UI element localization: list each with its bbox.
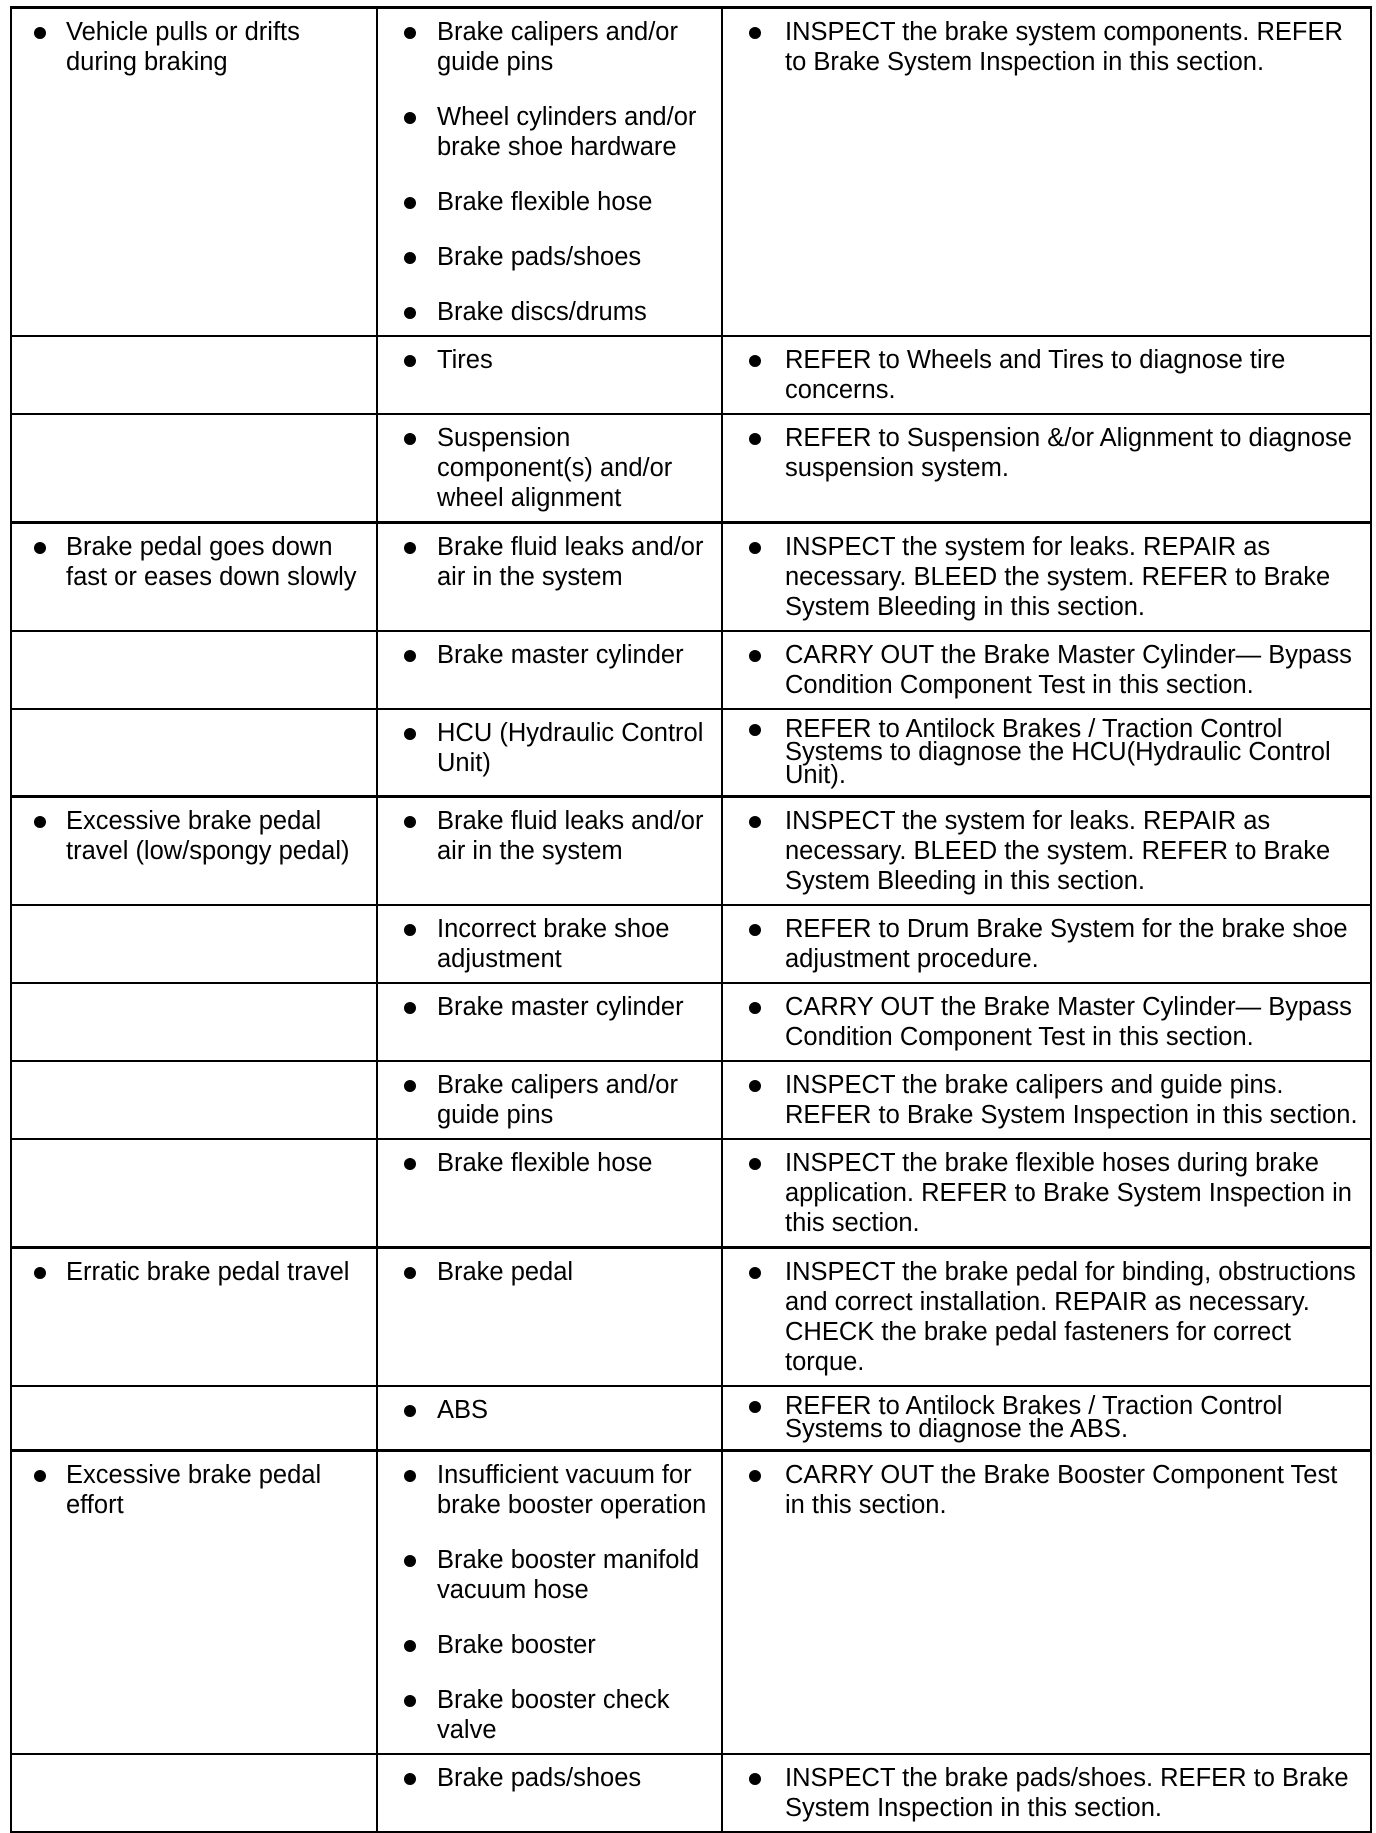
condition-cell bbox=[11, 523, 377, 632]
condition-cell bbox=[11, 1386, 377, 1451]
bullet-icon bbox=[749, 1158, 761, 1170]
possible-source-item-text: Brake flexible hose bbox=[437, 1149, 653, 1177]
possible-source-item bbox=[378, 1545, 713, 1605]
bullet-icon bbox=[404, 650, 416, 662]
bullet-icon bbox=[749, 816, 761, 828]
action-item bbox=[723, 914, 1362, 974]
possible-source-item bbox=[378, 1630, 713, 1660]
condition-item-text: Brake pedal goes down fast or eases down slowly bbox=[66, 533, 357, 591]
action-cell bbox=[722, 1061, 1371, 1139]
bullet-icon bbox=[749, 1267, 761, 1279]
possible-source-item-text: Brake booster bbox=[437, 1631, 596, 1659]
action-cell bbox=[722, 905, 1371, 983]
condition-cell bbox=[11, 1754, 377, 1832]
bullet-icon bbox=[404, 924, 416, 936]
action-cell bbox=[722, 983, 1371, 1061]
possible-source-cell bbox=[377, 983, 722, 1061]
table-row bbox=[11, 1061, 1371, 1139]
action-item bbox=[723, 1070, 1362, 1130]
bullet-icon bbox=[404, 728, 416, 740]
bullet-icon bbox=[749, 27, 761, 39]
bullet-icon bbox=[34, 542, 46, 554]
table-row bbox=[11, 983, 1371, 1061]
bullet-icon bbox=[34, 1470, 46, 1482]
bullet-icon bbox=[404, 355, 416, 367]
bullet-icon bbox=[34, 27, 46, 39]
action-item-text: CARRY OUT the Brake Master Cylinder— Bypass Condition Component Test in this section. bbox=[785, 641, 1352, 699]
condition-item-text: Excessive brake pedal travel (low/spongy pedal) bbox=[66, 807, 350, 865]
possible-source-item-text: Brake fluid leaks and/or air in the system bbox=[437, 807, 704, 865]
possible-source-item bbox=[378, 718, 713, 778]
possible-source-cell bbox=[377, 523, 722, 632]
condition-cell bbox=[11, 1061, 377, 1139]
action-item-text: CARRY OUT the Brake Booster Component Test in this section. bbox=[785, 1461, 1338, 1519]
action-item bbox=[723, 1257, 1362, 1377]
possible-source-cell bbox=[377, 414, 722, 523]
possible-source-item bbox=[378, 1070, 713, 1130]
bullet-icon bbox=[404, 1158, 416, 1170]
bullet-icon bbox=[404, 1470, 416, 1482]
possible-source-cell bbox=[377, 1061, 722, 1139]
action-cell bbox=[722, 1248, 1371, 1387]
condition-cell bbox=[11, 905, 377, 983]
possible-source-cell bbox=[377, 1451, 722, 1755]
bullet-icon bbox=[404, 542, 416, 554]
action-item-text: CARRY OUT the Brake Master Cylinder— Bypass Condition Component Test in this section. bbox=[785, 993, 1352, 1051]
bullet-icon bbox=[404, 1002, 416, 1014]
possible-source-item-text: Brake pads/shoes bbox=[437, 1764, 642, 1792]
bullet-icon bbox=[404, 307, 416, 319]
bullet-icon bbox=[404, 1695, 416, 1707]
possible-source-item-text: Incorrect brake shoe adjustment bbox=[437, 915, 670, 973]
action-cell bbox=[722, 523, 1371, 632]
possible-source-item-text: Brake master cylinder bbox=[437, 641, 684, 669]
bullet-icon bbox=[749, 1002, 761, 1014]
possible-source-item-text: Brake calipers and/or guide pins bbox=[437, 1071, 678, 1129]
bullet-icon bbox=[749, 924, 761, 936]
action-item bbox=[723, 1460, 1362, 1520]
symptom-chart-table bbox=[10, 6, 1372, 1833]
condition-item-text: Excessive brake pedal effort bbox=[66, 1461, 322, 1519]
bullet-icon bbox=[404, 1267, 416, 1279]
bullet-icon bbox=[749, 542, 761, 554]
table-row bbox=[11, 1451, 1371, 1755]
table-row bbox=[11, 523, 1371, 632]
bullet-icon bbox=[404, 1773, 416, 1785]
action-item bbox=[723, 992, 1362, 1052]
possible-source-item bbox=[378, 1685, 713, 1745]
possible-source-item-text: Brake calipers and/or guide pins bbox=[437, 18, 678, 76]
table-row bbox=[11, 1139, 1371, 1248]
bullet-icon bbox=[404, 1640, 416, 1652]
action-item-text: INSPECT the brake system components. REFER to Brake System Inspection in this section. bbox=[785, 18, 1343, 76]
action-item-text: INSPECT the system for leaks. REPAIR as necessary. BLEED the system. REFER to Brake System Bleeding in this section. bbox=[785, 533, 1331, 621]
bullet-icon bbox=[34, 816, 46, 828]
bullet-icon bbox=[404, 27, 416, 39]
action-cell bbox=[722, 797, 1371, 906]
bullet-icon bbox=[404, 433, 416, 445]
possible-source-item-text: Brake pedal bbox=[437, 1258, 574, 1286]
bullet-icon bbox=[404, 1555, 416, 1567]
condition-cell bbox=[11, 1139, 377, 1248]
action-cell bbox=[722, 631, 1371, 709]
action-item bbox=[723, 17, 1362, 77]
action-cell bbox=[722, 414, 1371, 523]
bullet-icon bbox=[404, 1405, 416, 1417]
table-row bbox=[11, 709, 1371, 797]
action-cell bbox=[722, 8, 1371, 337]
possible-source-cell bbox=[377, 1139, 722, 1248]
action-cell bbox=[722, 1754, 1371, 1832]
possible-source-item-text: Insufficient vacuum for brake booster operation bbox=[437, 1461, 707, 1519]
action-item bbox=[723, 423, 1362, 483]
action-item-text: REFER to Antilock Brakes / Traction Control Systems to diagnose the ABS. bbox=[785, 1392, 1283, 1443]
possible-source-item bbox=[378, 532, 713, 592]
action-item bbox=[723, 1148, 1362, 1238]
possible-source-item-text: Tires bbox=[437, 346, 493, 374]
possible-source-item bbox=[378, 187, 713, 217]
possible-source-item-text: Brake master cylinder bbox=[437, 993, 684, 1021]
possible-source-item bbox=[378, 806, 713, 866]
possible-source-item bbox=[378, 423, 713, 513]
condition-item bbox=[12, 17, 368, 77]
possible-source-item bbox=[378, 297, 713, 327]
bullet-icon bbox=[749, 1080, 761, 1092]
bullet-icon bbox=[404, 816, 416, 828]
action-cell bbox=[722, 1451, 1371, 1755]
bullet-icon bbox=[749, 1470, 761, 1482]
bullet-icon bbox=[749, 433, 761, 445]
possible-source-cell bbox=[377, 1754, 722, 1832]
condition-item bbox=[12, 1257, 368, 1287]
possible-source-item bbox=[378, 1257, 713, 1287]
possible-source-item bbox=[378, 1148, 713, 1178]
possible-source-item-text: Wheel cylinders and/or brake shoe hardware bbox=[437, 103, 697, 161]
condition-cell bbox=[11, 797, 377, 906]
possible-source-item bbox=[378, 1763, 713, 1793]
possible-source-cell bbox=[377, 797, 722, 906]
condition-item-text: Vehicle pulls or drifts during braking bbox=[66, 18, 300, 76]
possible-source-cell bbox=[377, 1386, 722, 1451]
bullet-icon bbox=[749, 1773, 761, 1785]
bullet-icon bbox=[404, 1080, 416, 1092]
condition-cell bbox=[11, 414, 377, 523]
condition-item-text: Erratic brake pedal travel bbox=[66, 1258, 350, 1286]
bullet-icon bbox=[749, 1401, 761, 1413]
table-row bbox=[11, 1248, 1371, 1387]
possible-source-cell bbox=[377, 336, 722, 414]
action-item-text: INSPECT the brake pads/shoes. REFER to Brake System Inspection in this section. bbox=[785, 1764, 1349, 1822]
action-item bbox=[723, 532, 1362, 622]
possible-source-item bbox=[378, 1395, 713, 1425]
condition-cell bbox=[11, 336, 377, 414]
action-item-text: REFER to Wheels and Tires to diagnose tire concerns. bbox=[785, 346, 1286, 404]
action-item-text: INSPECT the brake pedal for binding, obstructions and correct installation. REPAIR as necessary. CHECK the brake pedal fasteners for correct torque. bbox=[785, 1258, 1356, 1376]
possible-source-item-text: Brake pads/shoes bbox=[437, 243, 642, 271]
table-row bbox=[11, 336, 1371, 414]
possible-source-item-text: Brake booster manifold vacuum hose bbox=[437, 1546, 700, 1604]
action-item-text: REFER to Suspension &/or Alignment to diagnose suspension system. bbox=[785, 424, 1352, 482]
action-item-text: REFER to Drum Brake System for the brake shoe adjustment procedure. bbox=[785, 915, 1348, 973]
possible-source-item-text: HCU (Hydraulic Control Unit) bbox=[437, 719, 704, 777]
condition-cell bbox=[11, 709, 377, 797]
table-row bbox=[11, 1386, 1371, 1451]
possible-source-item bbox=[378, 102, 713, 162]
action-item bbox=[723, 806, 1362, 896]
bullet-icon bbox=[749, 724, 761, 736]
possible-source-item bbox=[378, 17, 713, 77]
action-item-text: INSPECT the brake flexible hoses during brake application. REFER to Brake System Inspection in this section. bbox=[785, 1149, 1352, 1237]
condition-cell bbox=[11, 983, 377, 1061]
bullet-icon bbox=[749, 355, 761, 367]
possible-source-item-text: Suspension component(s) and/or wheel alignment bbox=[437, 424, 673, 512]
possible-source-item-text: Brake fluid leaks and/or air in the system bbox=[437, 533, 704, 591]
possible-source-item bbox=[378, 1460, 713, 1520]
possible-source-cell bbox=[377, 905, 722, 983]
bullet-icon bbox=[34, 1267, 46, 1279]
action-item-text: INSPECT the system for leaks. REPAIR as necessary. BLEED the system. REFER to Brake System Bleeding in this section. bbox=[785, 807, 1331, 895]
condition-item bbox=[12, 806, 368, 866]
action-item bbox=[723, 345, 1362, 405]
bullet-icon bbox=[749, 650, 761, 662]
bullet-icon bbox=[404, 197, 416, 209]
action-cell bbox=[722, 1139, 1371, 1248]
condition-item bbox=[12, 1460, 368, 1520]
condition-item bbox=[12, 532, 368, 592]
action-cell bbox=[722, 1386, 1371, 1451]
action-cell bbox=[722, 709, 1371, 797]
table-row bbox=[11, 1754, 1371, 1832]
action-item-text: REFER to Antilock Brakes / Traction Control Systems to diagnose the HCU(Hydraulic Control Unit). bbox=[785, 715, 1331, 789]
condition-cell bbox=[11, 1248, 377, 1387]
table-row bbox=[11, 797, 1371, 906]
action-item bbox=[723, 715, 1362, 789]
table-row bbox=[11, 8, 1371, 337]
possible-source-item bbox=[378, 640, 713, 670]
action-item bbox=[723, 640, 1362, 700]
possible-source-item-text: ABS bbox=[437, 1396, 489, 1424]
bullet-icon bbox=[404, 252, 416, 264]
bullet-icon bbox=[404, 112, 416, 124]
possible-source-cell bbox=[377, 1248, 722, 1387]
possible-source-item bbox=[378, 992, 713, 1022]
table-row bbox=[11, 905, 1371, 983]
table-row bbox=[11, 631, 1371, 709]
possible-source-item bbox=[378, 345, 713, 375]
table-row bbox=[11, 414, 1371, 523]
possible-source-item-text: Brake booster check valve bbox=[437, 1686, 670, 1744]
possible-source-item bbox=[378, 914, 713, 974]
action-item bbox=[723, 1392, 1362, 1443]
action-cell bbox=[722, 336, 1371, 414]
condition-cell bbox=[11, 1451, 377, 1755]
condition-cell bbox=[11, 8, 377, 337]
possible-source-cell bbox=[377, 709, 722, 797]
action-item bbox=[723, 1763, 1362, 1823]
possible-source-cell bbox=[377, 8, 722, 337]
possible-source-item-text: Brake flexible hose bbox=[437, 188, 653, 216]
condition-cell bbox=[11, 631, 377, 709]
possible-source-cell bbox=[377, 631, 722, 709]
possible-source-item bbox=[378, 242, 713, 272]
action-item-text: INSPECT the brake calipers and guide pins. REFER to Brake System Inspection in this section. bbox=[785, 1071, 1358, 1129]
possible-source-item-text: Brake discs/drums bbox=[437, 298, 647, 326]
